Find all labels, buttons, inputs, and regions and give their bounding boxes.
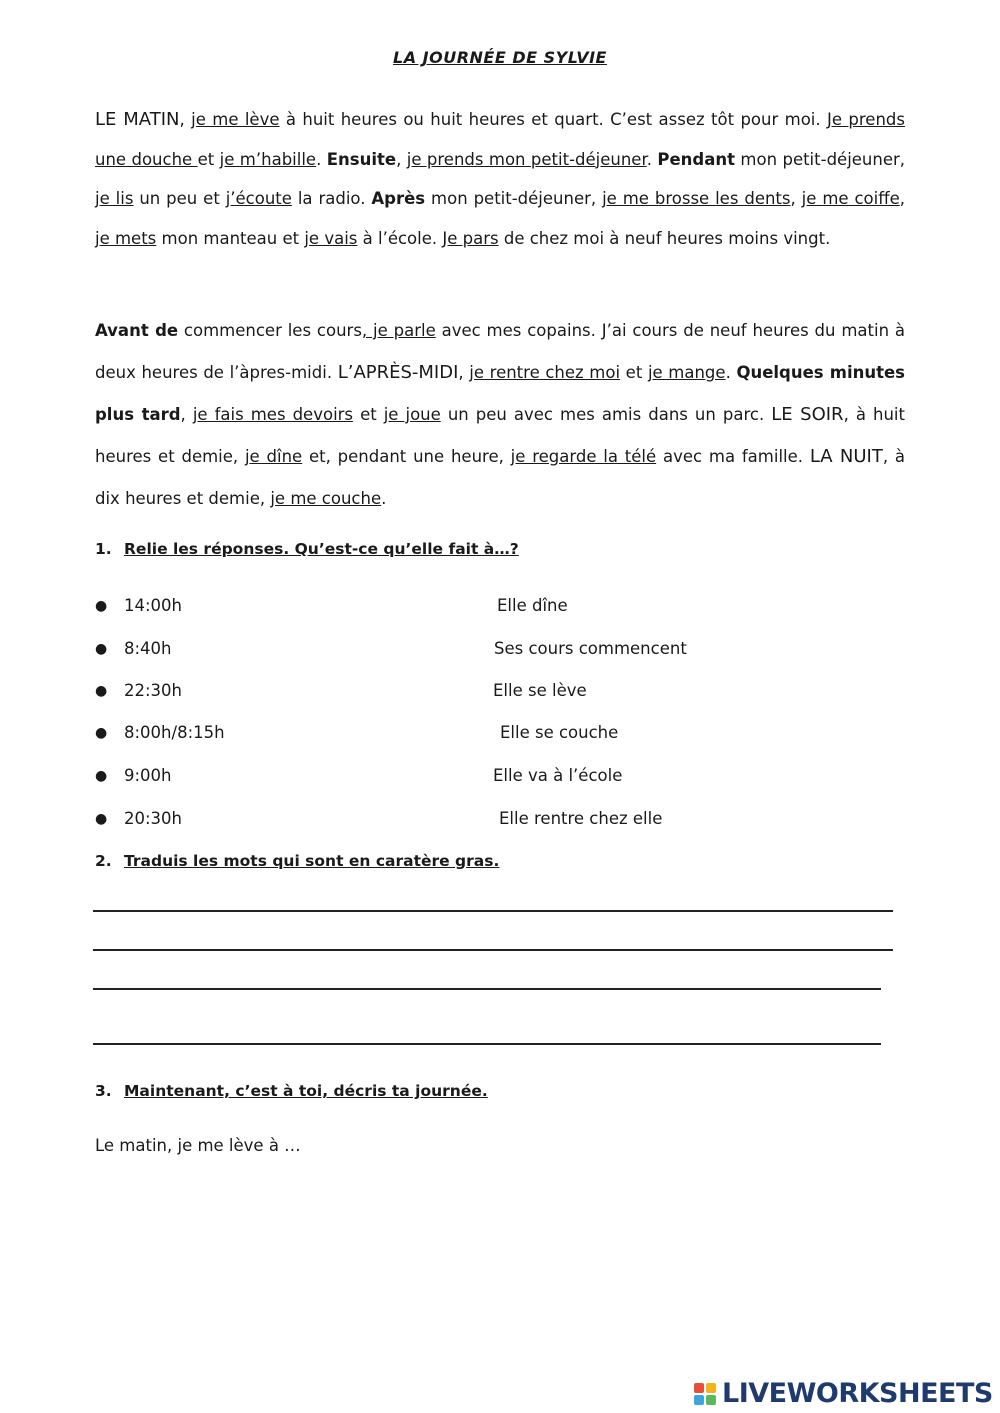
text-run: ,: [458, 363, 470, 382]
text-run: et, pendant une heure,: [302, 447, 511, 466]
logo-text: LIVEWORKSHEETS: [722, 1378, 993, 1409]
underlined-phrase: je m’habille: [219, 149, 317, 169]
text-run: .: [381, 489, 387, 508]
bold-phrase: Quelques minutes plus tard: [95, 363, 905, 424]
underlined-phrase: Je prends une douche: [95, 110, 905, 169]
match-answer[interactable]: Ses cours commencent: [494, 639, 687, 658]
underlined-phrase: je vais: [304, 228, 358, 248]
text-run: un peu avec mes amis dans un parc.: [440, 405, 772, 424]
question-number: 1.: [95, 540, 112, 558]
underlined-phrase: je prends mon petit-déjeuner: [406, 149, 647, 169]
bullet-icon: ●: [95, 683, 108, 699]
time-of-day-phrase: LE MATIN: [95, 109, 180, 130]
text-run: ,: [396, 149, 407, 169]
question-1: [95, 540, 519, 558]
match-time[interactable]: 8:00h/8:15h: [124, 723, 225, 742]
bold-phrase: Ensuite: [326, 149, 397, 169]
underlined-phrase: je me couche: [270, 489, 382, 508]
text-run: ,: [179, 110, 192, 129]
time-of-day-phrase: LE SOIR: [771, 404, 844, 425]
underlined-phrase: je fais mes devoirs: [192, 405, 354, 424]
paragraph-afternoon-evening: [95, 310, 905, 520]
text-run: .: [725, 363, 737, 382]
underlined-phrase: je rentre chez moi: [469, 363, 621, 382]
question-number: 3.: [95, 1082, 112, 1100]
underlined-phrase: je me brosse les dents: [602, 189, 791, 208]
match-time[interactable]: 22:30h: [124, 681, 183, 700]
match-time[interactable]: 8:40h: [124, 639, 172, 658]
time-of-day-phrase: LA NUIT: [809, 446, 883, 467]
question-text: Relie les réponses. Qu’est-ce qu’elle fait à…?: [124, 540, 519, 558]
text-run: , à huit heures et demie,: [95, 405, 905, 466]
bold-phrase: Pendant: [657, 149, 736, 169]
match-row: [95, 591, 895, 621]
text-run: de chez moi à neuf heures moins vingt.: [498, 228, 831, 248]
match-time[interactable]: 14:00h: [124, 596, 183, 615]
text-run: mon manteau et: [156, 228, 305, 248]
text-run: avec mes copains. J’ai cours de neuf heures du matin à deux heures de l’àpres-midi.: [95, 321, 906, 382]
match-row: [95, 634, 895, 664]
text-run: et: [197, 149, 220, 169]
match-answer[interactable]: Elle se couche: [500, 723, 619, 742]
worksheet-title: LA JOURNÉE DE SYLVIE: [393, 48, 607, 67]
question-number: 2.: [95, 852, 112, 870]
match-time[interactable]: 9:00h: [124, 766, 172, 785]
answer-starter: Le matin, je me lève à …: [95, 1136, 301, 1155]
text-run: un peu et: [133, 189, 226, 208]
question-3: [95, 1082, 488, 1100]
underlined-phrase: j’écoute: [225, 189, 292, 208]
time-of-day-phrase: L’APRÈS-MIDI: [337, 362, 459, 383]
underlined-phrase: je dîne: [244, 447, 303, 466]
text-run: commencer les cours: [178, 321, 362, 340]
bullet-icon: ●: [95, 598, 108, 614]
underlined-phrase: je mets: [95, 228, 157, 248]
answer-line[interactable]: [93, 988, 881, 990]
text-run: avec ma famille.: [656, 447, 810, 466]
answer-line[interactable]: [93, 910, 893, 912]
underlined-phrase: je mange: [647, 363, 726, 382]
liveworksheets-logo: [694, 1376, 996, 1412]
bullet-icon: ●: [95, 641, 108, 657]
answer-line[interactable]: [93, 1043, 881, 1045]
text-run: mon petit-déjeuner,: [425, 189, 603, 208]
text-run: ,: [899, 189, 905, 208]
text-run: mon petit-déjeuner,: [735, 149, 906, 169]
match-answer[interactable]: Elle se lève: [493, 681, 587, 700]
match-row: [95, 761, 895, 791]
underlined-phrase: je joue: [383, 405, 441, 424]
underlined-phrase: je me coiffe: [801, 189, 900, 208]
question-text: Maintenant, c’est à toi, décris ta journée.: [124, 1082, 488, 1100]
underlined-phrase: Je pars: [442, 228, 499, 248]
underlined-phrase: je me lève: [191, 110, 280, 129]
question-2: [95, 852, 499, 870]
text-run: ,: [790, 189, 802, 208]
bullet-icon: ●: [95, 811, 108, 827]
match-row: [95, 718, 895, 748]
bold-phrase: Avant de: [95, 321, 179, 340]
text-run: la radio.: [291, 189, 372, 208]
text-run: .: [316, 149, 327, 169]
paragraph-morning: [95, 100, 905, 258]
match-answer[interactable]: Elle rentre chez elle: [499, 809, 663, 828]
underlined-phrase: je regarde la télé: [510, 447, 657, 466]
bullet-icon: ●: [95, 768, 108, 784]
text-run: à huit heures ou huit heures et quart. C’est assez tôt pour moi.: [279, 110, 828, 129]
match-row: [95, 676, 895, 706]
match-row: [95, 804, 895, 834]
answer-line[interactable]: [93, 949, 893, 951]
underlined-phrase: je lis: [95, 189, 134, 208]
match-time[interactable]: 20:30h: [124, 809, 183, 828]
text-run: et: [620, 363, 648, 382]
question-text: Traduis les mots qui sont en caratère gras.: [124, 852, 500, 870]
text-run: et: [353, 405, 384, 424]
match-answer[interactable]: Elle dîne: [497, 596, 568, 615]
text-run: .: [646, 149, 658, 169]
logo-icon: [694, 1383, 718, 1407]
text-run: à l’école.: [357, 228, 443, 248]
text-run: ,: [180, 405, 193, 424]
text-run: , à dix heures et demie,: [95, 447, 905, 508]
match-answer[interactable]: Elle va à l’école: [493, 766, 623, 785]
bullet-icon: ●: [95, 725, 108, 741]
underlined-phrase: , je parle: [361, 321, 436, 340]
bold-phrase: Après: [371, 189, 426, 208]
